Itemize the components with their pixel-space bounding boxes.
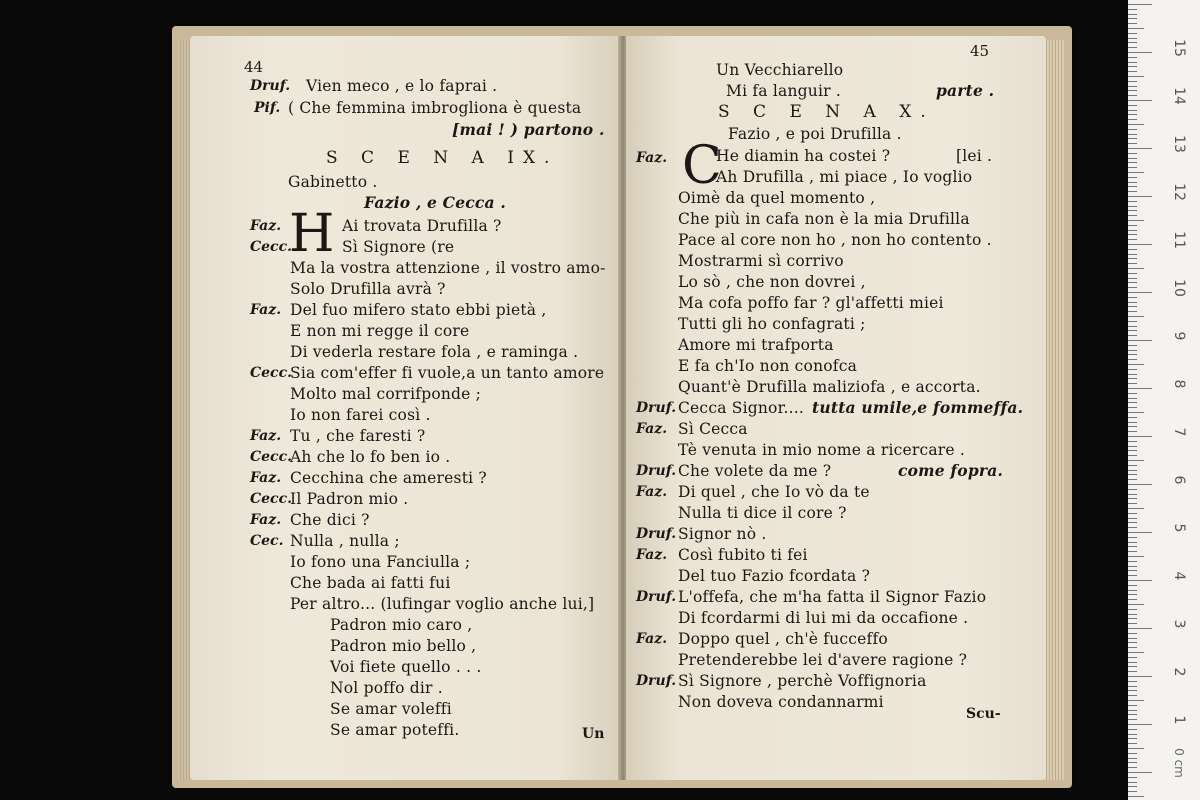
verse-line: Che più in cafa non è la mia Drufilla	[678, 210, 970, 228]
ruler-tick	[1128, 537, 1137, 538]
ruler-tick	[1128, 494, 1137, 495]
ruler-tick	[1128, 62, 1137, 63]
ruler-tick	[1128, 743, 1137, 744]
ruler-tick	[1128, 542, 1137, 543]
ruler-tick	[1128, 638, 1137, 639]
ruler-tick	[1128, 191, 1137, 192]
ruler-tick	[1128, 753, 1137, 754]
verse-line: ( Che femmina imbrogliona è questa	[288, 99, 582, 117]
speaker: Faz.	[250, 428, 282, 444]
ruler-tick	[1128, 297, 1137, 298]
ruler-tick	[1128, 374, 1137, 375]
ruler-tick	[1128, 110, 1137, 111]
ruler-tick	[1128, 489, 1137, 490]
speaker: Cecc.	[250, 491, 292, 507]
ruler-tick	[1128, 316, 1144, 317]
ruler-tick	[1128, 225, 1137, 226]
ruler-tick	[1128, 206, 1137, 207]
right-page	[626, 36, 1046, 780]
verse-line: Non doveva condannarmi	[678, 693, 884, 711]
ruler-tick	[1128, 556, 1144, 557]
verse-line: Sì Cecca	[678, 420, 748, 438]
ruler-tick	[1128, 95, 1137, 96]
verse-line: Per altro... (lufingar voglio anche lui,]	[290, 595, 595, 613]
verse-line: Amore mi trafporta	[678, 336, 834, 354]
ruler-tick	[1128, 220, 1144, 221]
ruler-number: 14	[1171, 87, 1187, 105]
ruler-tick	[1128, 244, 1152, 245]
ruler-tick	[1128, 321, 1137, 322]
ruler-tick	[1128, 201, 1137, 202]
verse-line: Il Padron mio .	[290, 490, 409, 508]
verse-line: Se amar voleffi	[330, 700, 452, 718]
ruler-tick	[1128, 18, 1137, 19]
ruler-tick	[1128, 335, 1137, 336]
speaker: Druf.	[636, 673, 677, 689]
ruler-tick	[1128, 258, 1137, 259]
ruler-tick	[1128, 302, 1137, 303]
speaker: Druf.	[636, 526, 677, 542]
ruler-number: 15	[1171, 39, 1187, 57]
ruler-tick	[1128, 402, 1137, 403]
ruler-number: 4	[1171, 571, 1187, 581]
ruler-tick	[1128, 609, 1137, 610]
ruler-number: 10	[1171, 279, 1187, 297]
ruler-tick	[1128, 748, 1144, 749]
ruler-tick	[1128, 138, 1137, 139]
ruler-number: 2	[1171, 667, 1187, 677]
ruler-tick	[1128, 681, 1137, 682]
ruler-tick	[1128, 158, 1137, 159]
ruler-tick	[1128, 393, 1137, 394]
verse-line: Del tuo Fazio fcordata ?	[678, 567, 871, 585]
verse-line: Cecca Signor....	[678, 399, 804, 417]
speaker: Faz.	[636, 150, 668, 166]
ruler-tick	[1128, 388, 1152, 389]
verse-line: Tutti gli ho confagrati ;	[678, 315, 866, 333]
ruler-tick	[1128, 796, 1144, 797]
speaker: Cecc.	[250, 365, 292, 381]
ruler-tick	[1128, 119, 1137, 120]
ruler-number: 11	[1171, 231, 1187, 249]
speaker: Cec.	[250, 533, 284, 549]
ruler-number: 6	[1171, 475, 1187, 485]
ruler-tick	[1128, 100, 1152, 101]
speaker: Faz.	[250, 512, 282, 528]
ruler-tick	[1128, 614, 1137, 615]
verse-line: Ma la vostra attenzione , il vostro amo-	[290, 259, 606, 277]
ruler-tick	[1128, 417, 1137, 418]
verse-line: Molto mal corrifponde ;	[290, 385, 482, 403]
ruler-tick	[1128, 167, 1137, 168]
speaker: Druf.	[636, 463, 677, 479]
ruler-tick	[1128, 350, 1137, 351]
stage-direction: [lei .	[956, 147, 993, 165]
verse-line: Lo sò , che non dovrei ,	[678, 273, 866, 291]
ruler-tick	[1128, 710, 1137, 711]
scene-title: S C E N A IX.	[326, 148, 559, 168]
ruler-tick	[1128, 9, 1137, 10]
speaker: Pif.	[254, 100, 281, 116]
speaker: Faz.	[250, 470, 282, 486]
ruler-tick	[1128, 66, 1137, 67]
verse-line: Doppo quel , ch'è fucceffo	[678, 630, 888, 648]
ruler-tick	[1128, 90, 1137, 91]
speaker: Faz.	[636, 484, 668, 500]
verse-line: Io fono una Fanciulla ;	[290, 553, 471, 571]
ruler-tick	[1128, 513, 1137, 514]
ruler-tick	[1128, 618, 1137, 619]
verse-line: Ma cofa poffo far ? gl'affetti miei	[678, 294, 944, 312]
ruler-tick	[1128, 340, 1152, 341]
ruler-number: 1	[1171, 715, 1187, 725]
ruler-tick	[1128, 652, 1144, 653]
verse-line: Nol poffo dir .	[330, 679, 443, 697]
drop-cap: C	[682, 136, 722, 196]
speaker: Druf.	[636, 589, 677, 605]
speaker: Druf.	[250, 78, 291, 94]
ruler-tick	[1128, 330, 1137, 331]
ruler-tick	[1128, 273, 1137, 274]
verse-line: Tè venuta in mio nome a ricercare .	[678, 441, 966, 459]
ruler-tick	[1128, 268, 1144, 269]
verse-line: Così fubito ti fei	[678, 546, 808, 564]
ruler-tick	[1128, 719, 1137, 720]
ruler-tick	[1128, 782, 1137, 783]
ruler-tick	[1128, 455, 1137, 456]
verse-line: Nulla , nulla ;	[290, 532, 400, 550]
ruler-tick	[1128, 172, 1144, 173]
verse-line: Di vederla restare fola , e raminga .	[290, 343, 579, 361]
ruler-tick	[1128, 575, 1137, 576]
ruler-tick	[1128, 436, 1152, 437]
speaker: Druf.	[636, 400, 677, 416]
speaker: Faz.	[636, 547, 668, 563]
verse-line: L'offefa, che m'ha fatta il Signor Fazio	[678, 588, 987, 606]
ruler-tick	[1128, 647, 1137, 648]
ruler-tick	[1128, 254, 1137, 255]
ruler-tick	[1128, 426, 1137, 427]
ruler-tick	[1128, 671, 1137, 672]
ruler-tick	[1128, 407, 1137, 408]
ruler-tick	[1128, 431, 1137, 432]
catchword: Un	[582, 726, 605, 742]
verse-line: Ah che lo fo ben io .	[290, 448, 451, 466]
ruler-tick	[1128, 105, 1137, 106]
ruler-tick	[1128, 484, 1152, 485]
ruler-tick	[1128, 546, 1137, 547]
ruler-tick	[1128, 239, 1137, 240]
ruler-tick	[1128, 662, 1137, 663]
ruler-tick	[1128, 580, 1152, 581]
ruler-tick	[1128, 42, 1137, 43]
ruler-tick	[1128, 498, 1137, 499]
verse-line: Vien meco , e lo faprai .	[306, 77, 498, 95]
ruler-tick	[1128, 590, 1137, 591]
ruler-tick	[1128, 786, 1137, 787]
verse-line: Ai trovata Drufilla ?	[342, 217, 502, 235]
ruler-tick	[1128, 657, 1137, 658]
ruler-tick	[1128, 148, 1152, 149]
ruler-tick	[1128, 76, 1144, 77]
verse-line: Sì Signore (re	[342, 238, 455, 256]
ruler-tick	[1128, 446, 1137, 447]
ruler-tick	[1128, 234, 1137, 235]
ruler-number: 9	[1171, 331, 1187, 341]
left-page	[190, 36, 620, 780]
ruler-tick	[1128, 551, 1137, 552]
ruler-number: 7	[1171, 427, 1187, 437]
drop-cap: H	[289, 204, 335, 264]
ruler-tick	[1128, 210, 1137, 211]
ruler-tick	[1128, 86, 1137, 87]
ruler-tick	[1128, 249, 1137, 250]
ruler-tick	[1128, 503, 1137, 504]
verse-line: Sì Signore , perchè Voffignoria	[678, 672, 927, 690]
ruler-tick	[1128, 57, 1137, 58]
ruler-tick	[1128, 23, 1137, 24]
ruler-tick	[1128, 604, 1144, 605]
ruler-tick	[1128, 700, 1144, 701]
ruler-tick	[1128, 263, 1137, 264]
ruler-tick	[1128, 633, 1137, 634]
verse-line: Che dici ?	[290, 511, 370, 529]
ruler-tick	[1128, 38, 1137, 39]
ruler-tick	[1128, 422, 1137, 423]
ruler-tick	[1128, 369, 1137, 370]
ruler-tick	[1128, 465, 1137, 466]
ruler-number: 8	[1171, 379, 1187, 389]
ruler-number: 5	[1171, 523, 1187, 533]
ruler-tick	[1128, 762, 1137, 763]
ruler-tick	[1128, 642, 1137, 643]
verse-line: Un Vecchiarello	[716, 61, 844, 79]
ruler-tick	[1128, 508, 1144, 509]
ruler-tick	[1128, 81, 1137, 82]
verse-line: Padron mio caro ,	[330, 616, 473, 634]
ruler-tick	[1128, 470, 1137, 471]
verse-line: Se amar poteffi.	[330, 721, 460, 739]
ruler-tick	[1128, 474, 1137, 475]
ruler-tick	[1128, 354, 1137, 355]
speaker: Cecc.	[250, 239, 292, 255]
ruler-tick	[1128, 129, 1137, 130]
ruler-tick	[1128, 162, 1137, 163]
ruler-number: 12	[1171, 183, 1187, 201]
verse-line: Tu , che faresti ?	[290, 427, 426, 445]
verse-line: Di fcordarmi di lui mi da occafione .	[678, 609, 969, 627]
ruler-tick	[1128, 594, 1137, 595]
speaker: Faz.	[636, 631, 668, 647]
ruler-tick	[1128, 738, 1137, 739]
stage-direction: [mai ! ) partono .	[452, 120, 605, 139]
ruler-number: 3	[1171, 619, 1187, 629]
ruler-tick	[1128, 566, 1137, 567]
ruler-tick	[1128, 398, 1137, 399]
ruler-tick	[1128, 326, 1137, 327]
ruler-tick	[1128, 695, 1137, 696]
page-number-right: 45	[970, 42, 990, 60]
ruler-tick	[1128, 623, 1137, 624]
catchword: Scu-	[966, 706, 1001, 722]
ruler-tick	[1128, 724, 1152, 725]
scene-characters: Fazio , e poi Drufilla .	[728, 125, 902, 143]
verse-line: Pace al core non ho , non ho contento .	[678, 231, 992, 249]
stage-direction: parte .	[936, 81, 995, 100]
ruler-tick	[1128, 383, 1137, 384]
scene-characters: Fazio , e Cecca .	[364, 193, 506, 212]
ruler-tick	[1128, 230, 1137, 231]
ruler-tick	[1128, 599, 1137, 600]
ruler-tick	[1128, 412, 1144, 413]
ruler-tick	[1128, 52, 1152, 53]
ruler-tick	[1128, 532, 1152, 533]
ruler-tick	[1128, 364, 1144, 365]
speaker: Cecc.	[250, 449, 292, 465]
verse-line: Sia com'effer fi vuole,a un tanto amore	[290, 364, 605, 382]
ruler-tick	[1128, 522, 1137, 523]
speaker: Faz.	[636, 421, 668, 437]
ruler-tick	[1128, 114, 1137, 115]
ruler-tick	[1128, 441, 1137, 442]
ruler-tick	[1128, 287, 1137, 288]
ruler-tick	[1128, 527, 1137, 528]
verse-line: Io non farei così .	[290, 406, 431, 424]
ruler-tick	[1128, 359, 1137, 360]
ruler-tick	[1128, 134, 1137, 135]
ruler-tick	[1128, 777, 1137, 778]
verse-line: Di quel , che Io vò da te	[678, 483, 870, 501]
ruler-tick	[1128, 143, 1137, 144]
stage-direction: come fopra.	[898, 461, 1004, 480]
verse-line: E fa ch'Io non conofca	[678, 357, 858, 375]
verse-line: Voi fiete quello . . .	[330, 658, 482, 676]
ruler-tick	[1128, 628, 1152, 629]
ruler-tick	[1128, 345, 1137, 346]
verse-line: E non mi regge il core	[290, 322, 470, 340]
verse-line: Oimè da quel momento ,	[678, 189, 876, 207]
ruler-tick	[1128, 182, 1137, 183]
speaker: Faz.	[250, 218, 282, 234]
ruler-tick	[1128, 705, 1137, 706]
verse-line: Che bada ai fatti fui	[290, 574, 451, 592]
ruler-tick	[1128, 278, 1137, 279]
ruler-tick	[1128, 292, 1152, 293]
ruler-tick	[1128, 378, 1137, 379]
ruler-tick	[1128, 460, 1144, 461]
ruler-tick	[1128, 153, 1137, 154]
ruler-tick	[1128, 772, 1152, 773]
verse-line: Ah Drufilla , mi piace , Io voglio	[716, 168, 973, 186]
ruler-tick	[1128, 518, 1137, 519]
ruler-tick	[1128, 585, 1137, 586]
verse-line: Pretenderebbe lei d'avere ragione ?	[678, 651, 968, 669]
ruler-tick	[1128, 666, 1137, 667]
verse-line: Mostrarmi sì corrivo	[678, 252, 844, 270]
ruler-tick	[1128, 4, 1152, 5]
ruler-tick	[1128, 767, 1137, 768]
ruler-tick	[1128, 33, 1137, 34]
verse-line: Mi fa languir .	[726, 82, 841, 100]
ruler-tick	[1128, 14, 1137, 15]
ruler-tick	[1128, 306, 1137, 307]
ruler-tick	[1128, 690, 1137, 691]
scene-title: S C E N A X.	[718, 102, 935, 122]
verse-line: Signor nò .	[678, 525, 767, 543]
ruler-tick	[1128, 714, 1137, 715]
ruler-tick	[1128, 311, 1137, 312]
ruler-tick	[1128, 450, 1137, 451]
verse-line: He diamin ha costei ?	[716, 147, 891, 165]
verse-line: Nulla ti dice il core ?	[678, 504, 847, 522]
scene-setting: Gabinetto .	[288, 173, 378, 191]
ruler-tick	[1128, 124, 1144, 125]
verse-line: Quant'è Drufilla maliziofa , e accorta.	[678, 378, 981, 396]
stage-direction: tutta umile,e fommeffa.	[812, 398, 1024, 417]
ruler-tick	[1128, 758, 1137, 759]
ruler-tick	[1128, 479, 1137, 480]
ruler-number: 13	[1171, 135, 1187, 153]
verse-line: Solo Drufilla avrà ?	[290, 280, 446, 298]
ruler-tick	[1128, 186, 1137, 187]
verse-line: Cecchina che ameresti ?	[290, 469, 487, 487]
ruler-tick	[1128, 729, 1137, 730]
ruler-tick	[1128, 28, 1144, 29]
speaker: Faz.	[250, 302, 282, 318]
ruler-tick	[1128, 686, 1137, 687]
verse-line: Che volete da me ?	[678, 462, 832, 480]
verse-line: Del fuo mifero stato ebbi pietà ,	[290, 301, 547, 319]
ruler-tick	[1128, 282, 1137, 283]
measuring-ruler	[1128, 0, 1200, 800]
ruler-tick	[1128, 47, 1137, 48]
ruler-unit: 0 cm	[1171, 748, 1186, 778]
ruler-tick	[1128, 570, 1137, 571]
ruler-tick	[1128, 791, 1137, 792]
ruler-tick	[1128, 71, 1137, 72]
ruler-tick	[1128, 676, 1152, 677]
page-number-left: 44	[244, 58, 264, 76]
right-page-edges	[1044, 40, 1064, 780]
ruler-tick	[1128, 734, 1137, 735]
ruler-tick	[1128, 196, 1152, 197]
verse-line: Padron mio bello ,	[330, 637, 477, 655]
ruler-tick	[1128, 561, 1137, 562]
ruler-tick	[1128, 215, 1137, 216]
ruler-tick	[1128, 177, 1137, 178]
